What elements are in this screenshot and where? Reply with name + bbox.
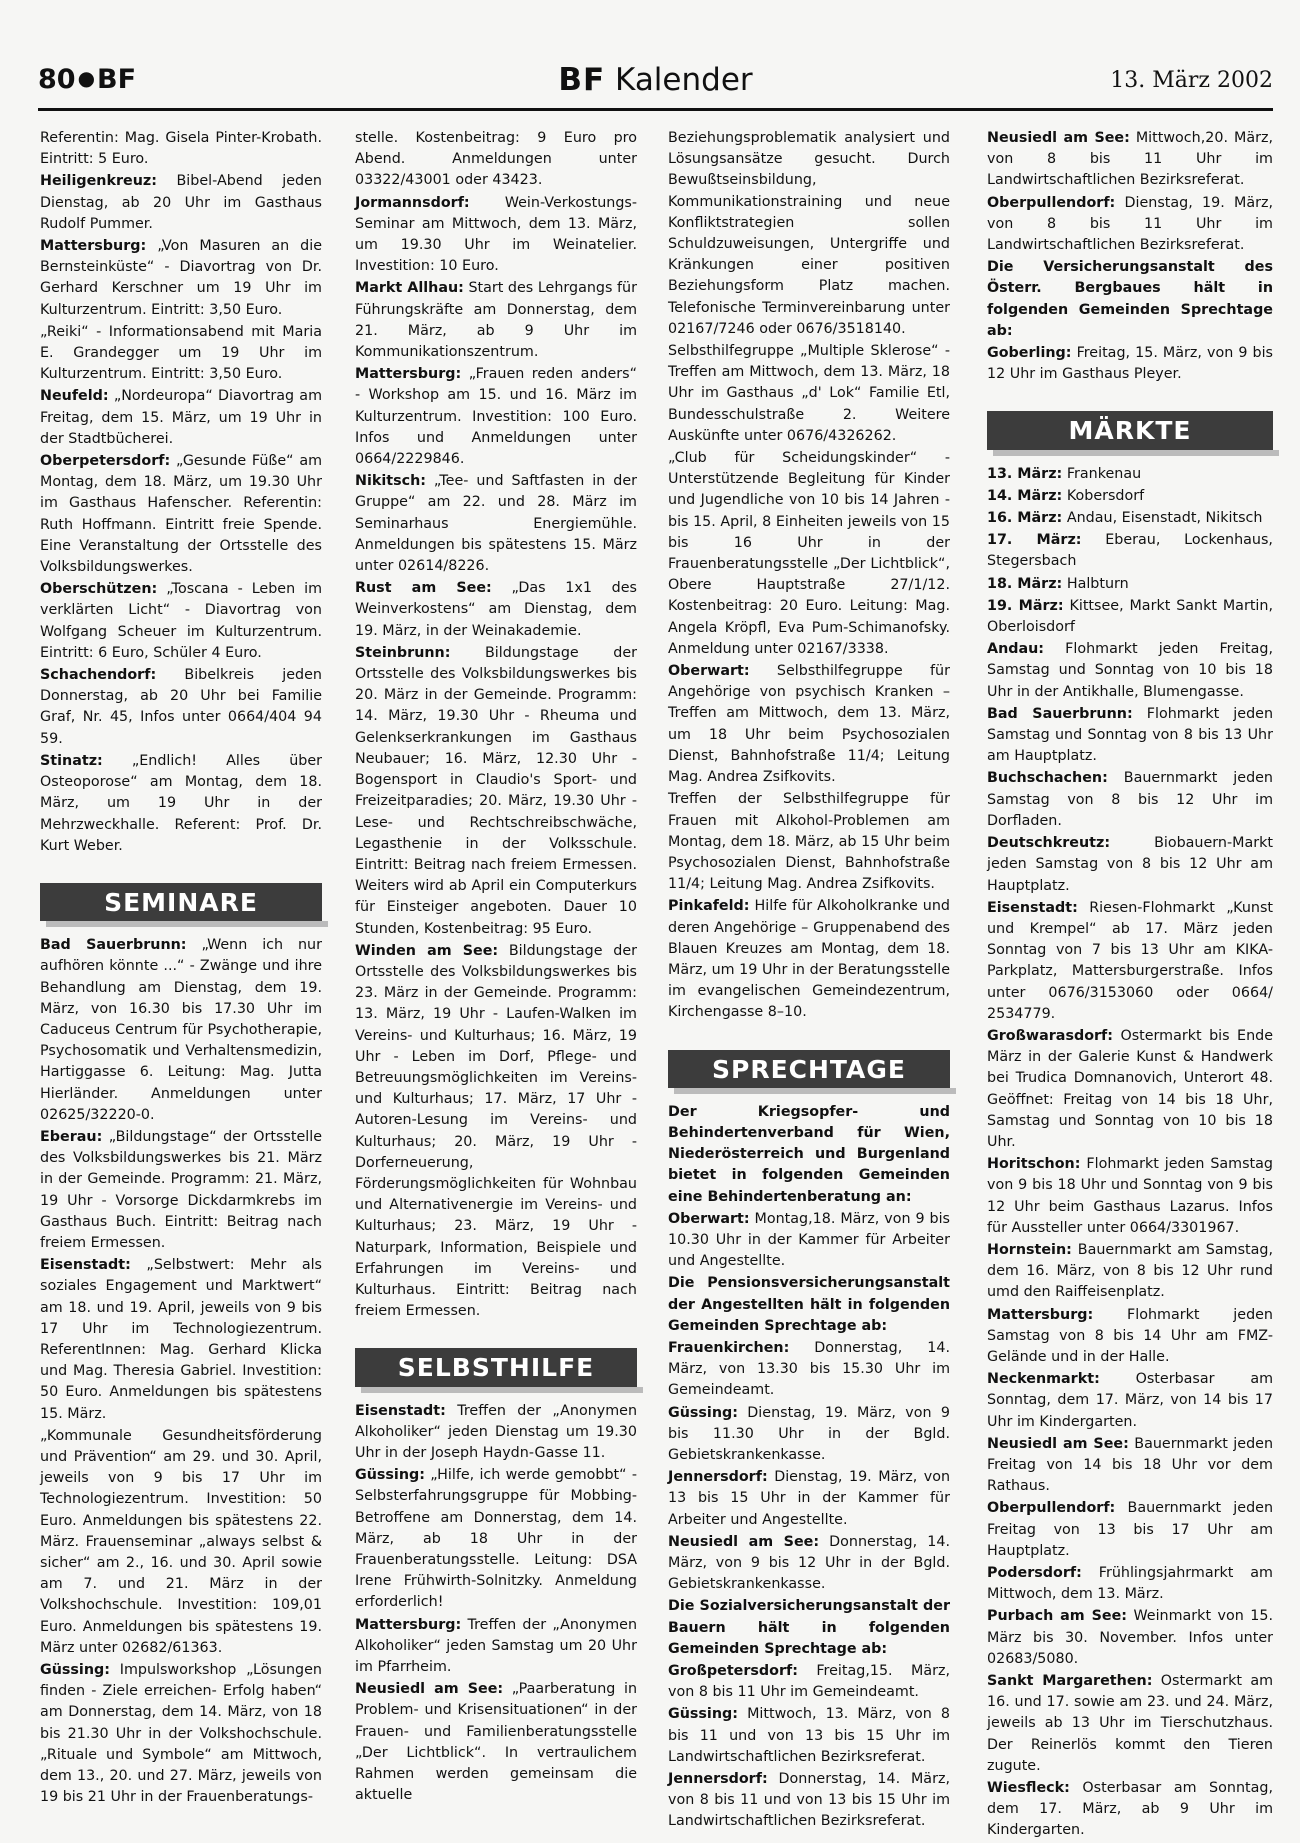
entry-text: Mittwoch, 13. März, von 8 bis 11 und von 13 bis 15 Uhr im Landwirtschaftlichen Bezirksreferat.: [668, 1706, 951, 1765]
entry-text: Flohmarkt jeden Samstag und Sonntag von 8 bis 13 Uhr am Hauptplatz.: [987, 705, 1274, 765]
calendar-entry: [987, 1563, 1273, 1605]
calendar-entry: [987, 1778, 1273, 1842]
calendar-entry: [668, 896, 950, 1023]
entry-text: Frühlingsjahrmarkt am Mittwoch, dem 13. März.: [987, 1565, 1273, 1603]
calendar-entry: [987, 1671, 1273, 1777]
title-bold: BF: [558, 62, 606, 98]
calendar-entry: [668, 1209, 950, 1273]
section-heading-seminare: SEMINARE: [40, 883, 322, 921]
entry-text: Bibel-Abend jeden Dienstag, ab 20 Uhr im Gasthaus Rudolf Pummer.: [40, 173, 322, 232]
entry-text: Eberau, Lockenhaus, Stegersbach: [987, 532, 1273, 570]
entry-place: Großpetersdorf:: [668, 1663, 798, 1680]
entry-text: „Endlich! Alles über Osteoporose“ am Montag, dem 18. März, um 19 Uhr in der Mehrzweckhalle. Referent: Prof. Dr. Kurt Weber.: [40, 752, 323, 854]
entry-list: [668, 1102, 950, 1833]
entry-place: Güssing:: [355, 1467, 425, 1484]
entry-list: [40, 128, 322, 857]
calendar-entry: [987, 1606, 1273, 1670]
page-title: [38, 62, 1273, 98]
entry-place: Podersdorf:: [987, 1565, 1082, 1581]
entry-place: Horitschon:: [987, 1156, 1081, 1173]
entry-text: „Tee- und Saftfasten in der Gruppe“ am 22. und 28. März im Seminarhaus Energiemühle. Anmeldungen bis spätestens 15. März unter 02614/8226.: [355, 473, 637, 575]
entry-text: Kobersdorf: [1066, 487, 1145, 504]
entry-place: Neckenmarkt:: [987, 1371, 1100, 1388]
entry-text: Selbsthilfegruppe für Angehörige von psychisch Kranken – Treffen am Mittwoch, dem 13. März, um 18 Uhr beim Psychosozialen Dienst, Bahnhofstraße 11/4; Leitung Mag. Andrea Zsifkovits.: [668, 663, 950, 786]
calendar-entry: [987, 530, 1273, 572]
entry-place: Neufeld:: [40, 388, 109, 405]
entry-text: Treffen der „Anonymen Alkoholiker“ jeden Samstag um 20 Uhr im Pfarrheim.: [355, 1616, 638, 1676]
entry-text: Dienstag, 19. März, von 9 bis 11.30 Uhr in der Bgld. Gebietskrankenkasse.: [668, 1404, 950, 1463]
column-4: [987, 128, 1273, 1843]
calendar-entry: [987, 193, 1273, 257]
entry-text: Dienstag, 19. März, von 13 bis 15 Uhr in der Kammer für Arbeiter und Angestellte.: [668, 1469, 951, 1528]
entry-place: Oberwart:: [668, 1210, 750, 1227]
calendar-entry: [668, 1661, 950, 1703]
calendar-entry: [668, 341, 950, 447]
entry-text: Bauernmarkt am Samstag, dem 16. März, von 8 bis 12 Uhr rund umd den Raiffeisenplatz.: [987, 1241, 1274, 1301]
calendar-entry: [40, 128, 322, 170]
column-2: [355, 128, 637, 1807]
entry-place: Bad Sauerbrunn:: [40, 937, 187, 954]
entry-text: Andau, Eisenstadt, Nikitsch: [1066, 510, 1263, 527]
calendar-entry: [987, 574, 1273, 595]
entry-place: 16. März:: [987, 510, 1063, 527]
entry-list: [355, 128, 637, 1322]
entry-place: Mattersburg:: [40, 238, 147, 255]
entry-list: [987, 128, 1273, 385]
entry-text: Osterbasar am Sonntag, dem 17. März, ab 9 Uhr im Kindergarten.: [987, 1780, 1273, 1839]
calendar-entry: [987, 464, 1273, 485]
entry-place: Bad Sauerbrunn:: [987, 705, 1133, 722]
entry-place: Steinbrunn:: [355, 644, 451, 661]
entry-text: „Von Masuren an die Bernsteinküste“ - Diavortrag von Dr. Gerhard Kerschner um 19 Uhr im Kulturzentrum. Eintritt: 3,50 Euro.: [40, 238, 323, 318]
calendar-entry: [668, 448, 950, 660]
page-header: [38, 62, 1273, 111]
entry-text: Bildungstage der Ortsstelle des Volksbildungswerkes bis 23. März in der Gemeinde. Programm: 13. März, 19 Uhr - Laufen-Walken im Vereins- und Kulturhaus; 16. März, 19 Uhr - Leben im Dorf, Pflege- und Betreuungsmöglichkeiten im Vereins- und Kulturhaus; 17. März, 17 Uhr - Autoren-Lesung im Vereins- und Kulturhaus; 20. März, 19 Uhr - Dorferneuerung, Förderungsmöglichkeiten für Wohnbau und Alternativenergie im Vereins- und Kulturhaus; 23. März, 19 Uhr - Naturpark, Information, Beispiele und Erfahrungen im Vereins- und Kulturhaus. Eintritt: Beitrag nach freiem Ermessen.: [355, 942, 637, 1320]
entry-text: „Selbstwert: Mehr als soziales Engagement und Marktwert“ am 18. und 19. April, jeweils von 9 bis 17 Uhr im Technologiezentrum. ReferentInnen: Mag. Gerhard Klicka und Mag. Theresia Gabriel. Investition: 50 Euro. Anmeldungen bis spätestens 15. März.: [40, 1257, 322, 1422]
calendar-entry: [355, 364, 637, 470]
calendar-entry: [668, 1467, 950, 1531]
entry-text: Impulsworkshop „Lösungen finden - Ziele erreichen- Erfolg haben“ am Donnerstag, dem 14. März, von 18 bis 21.30 Uhr in der Volkshochschule. „Rituale und Symbole“ am Mittwoch, dem 13., 20. und 27. März, jeweils von 19 bis 21 Uhr in der Frauenberatungs-: [40, 1662, 322, 1806]
calendar-entry: [40, 751, 322, 857]
entry-place: Sankt Margarethen:: [987, 1673, 1153, 1690]
calendar-entry: [987, 1498, 1273, 1562]
entry-list: [40, 935, 322, 1808]
bullet-icon: ●: [77, 66, 96, 90]
calendar-entry: [987, 833, 1273, 897]
calendar-entry: [355, 1401, 637, 1465]
calendar-entry: [355, 1679, 637, 1806]
calendar-entry: [355, 1465, 637, 1613]
entry-text: „Wenn ich nur aufhören könnte ...“ - Zwänge und ihre Behandlung am Dienstag, dem 19. März, von 16.30 bis 17.30 Uhr im Caduceus Centrum für Psychotherapie, Psychosomatik und Verhaltensmedizin, Hartiggasse 6. Leitung: Mag. Jutta Hierländer. Anmeldungen unter 02625/32220-0.: [40, 937, 322, 1123]
entry-text: „Das 1x1 des Weinverkostens“ am Dienstag, dem 19. März, in der Weinakademie.: [355, 580, 637, 639]
calendar-entry: [355, 471, 637, 577]
calendar-entry: [668, 1102, 950, 1208]
section-short: BF: [97, 64, 137, 95]
entry-text: Mittwoch,20. März, von 8 bis 11 Uhr im Landwirtschaftlichen Bezirksreferat.: [987, 130, 1274, 189]
entry-text: Referentin: Mag. Gisela Pinter-Krobath. Eintritt: 5 Euro.: [40, 130, 322, 168]
entry-place: Rust am See:: [355, 580, 492, 597]
entry-bold-text: Die Pensionsversicherungsanstalt der Angestellten hält in folgenden Gemeinden Sprechtage ab:: [668, 1275, 950, 1334]
entry-text: Flohmarkt jeden Samstag von 8 bis 14 Uhr am FMZ-Gelände und in der Halle.: [987, 1306, 1273, 1365]
entry-text: Donnerstag, 14. März, von 8 bis 11 und von 13 bis 15 Uhr im Landwirtschaftlichen Bezirksreferat.: [668, 1771, 950, 1830]
entry-place: Hornstein:: [987, 1241, 1072, 1258]
entry-text: Kittsee, Markt Sankt Martin, Oberloisdorf: [987, 597, 1274, 636]
calendar-entry: [987, 257, 1273, 342]
entry-place: Neusiedl am See:: [355, 1681, 504, 1698]
calendar-entry: [668, 1596, 950, 1660]
entry-bold-text: Der Kriegsopfer- und Behindertenverband für Wien, Niederösterreich und Burgenland bietet in folgenden Gemeinden eine Behindertenberatung an:: [668, 1103, 950, 1205]
entry-place: Güssing:: [668, 1404, 738, 1421]
entry-place: Mattersburg:: [355, 1616, 462, 1633]
entry-text: Riesen-Flohmarkt „Kunst und Krempel“ ab 17. März jeden Sonntag von 7 bis 13 Uhr am KIKA-Parkplatz, Mattersburgerstraße. Infos unter 0676/3153060 oder 0664/ 2534779.: [987, 899, 1274, 1022]
entry-place: Heiligenkreuz:: [40, 173, 157, 190]
calendar-entry: [987, 1434, 1273, 1498]
calendar-entry: [40, 665, 322, 750]
entry-text: Wein-Verkostungs-Seminar am Mittwoch, dem 13. März, um 19.30 Uhr im Weinatelier. Investition: 10 Euro.: [355, 194, 637, 275]
calendar-entry: [355, 941, 637, 1323]
entry-place: Oberpullendorf:: [987, 194, 1116, 211]
calendar-entry: [668, 1769, 950, 1833]
entry-text: Ostermarkt am 16. und 17. sowie am 23. und 24. März, jeweils ab 13 Uhr im Tierschutzhaus. Der Reinerlös kommt den Tieren zugute.: [987, 1673, 1274, 1774]
calendar-entry: [40, 1426, 322, 1659]
calendar-entry: [355, 193, 637, 278]
calendar-entry: [987, 768, 1273, 832]
entry-text: Hilfe für Alkoholkranke und deren Angehörige – Gruppenabend des Blauen Kreuzes am Montag, dem 18. März, um 19 Uhr in der Beratungsstelle im evangelischen Gemeindezentrum, Kirchengasse 8–10.: [668, 898, 950, 1021]
entry-list: [668, 128, 950, 1024]
entry-text: „Toscana - Leben im verklärten Licht“ - Diavortrag von Wolfgang Scheuer im Kulturzentrum. Eintritt: 6 Euro, Schüler 4 Euro.: [40, 581, 323, 661]
entry-place: Eisenstadt:: [987, 899, 1078, 916]
entry-bold-text: Die Versicherungsanstalt des Österr. Bergbaues hält in folgenden Gemeinden Sprechtage ab:: [987, 259, 1273, 339]
entry-text: stelle. Kostenbeitrag: 9 Euro pro Abend. Anmeldungen unter 03322/43001 oder 43423.: [355, 130, 637, 189]
column-3: [668, 128, 950, 1834]
entry-place: Neusiedl am See:: [987, 1435, 1129, 1452]
calendar-entry: [668, 1403, 950, 1467]
entry-place: Nikitsch:: [355, 473, 426, 490]
entry-place: 18. März:: [987, 575, 1063, 592]
entry-place: 13. März:: [987, 465, 1063, 482]
entry-text: Ostermarkt bis Ende März in der Galerie Kunst & Handwerk bei Trudica Domnanovich, Unterort 48. Geöffnet: Freitag von 14 bis 18 Uhr, Samstag und Sonntag von 10 bis 18 Uhr.: [987, 1027, 1273, 1150]
entry-text: Donnerstag, 14. März, von 9 bis 12 Uhr in der Bgld. Gebietskrankenkasse.: [668, 1533, 950, 1593]
entry-place: Oberpullendorf:: [987, 1500, 1116, 1517]
entry-text: „Reiki“ - Informationsabend mit Maria E. Grandegger um 19 Uhr im Kulturzentrum. Eintritt: 3,50 Euro.: [40, 323, 322, 383]
calendar-entry: [668, 1532, 950, 1596]
entry-text: Bildungstage der Ortsstelle des Volksbildungswerkes bis 20. März in der Gemeinde. Programm: 14. März, 19.30 Uhr - Rheuma und Gelenkserkrankungen im Gasthaus Neubauer; 16. März, 12.30 Uhr - Bogensport in Claudio's Sport- und Freizeitparadies; 20. März, 19.30 Uhr - Lese- und Rechtschreibschwäche, Legasthenie in der Volksschule. Eintritt: Beitrag nach freiem Ermessen. Weiters wird ab April ein Computerkurs für Einsteiger angeboten. Dauer 10 Stunden, Kostenbeitrag: 95 Euro.: [355, 644, 637, 937]
calendar-entry: [40, 236, 322, 321]
calendar-entry: [987, 1305, 1273, 1369]
entry-text: Start des Lehrgangs für Führungskräfte am Donnerstag, dem 21. März, ab 9 Uhr im Kommunikationszentrum.: [355, 280, 637, 361]
calendar-entry: [668, 1273, 950, 1337]
entry-place: Purbach am See:: [987, 1608, 1127, 1625]
calendar-entry: [355, 278, 637, 363]
section-heading-sprechtage: SPRECHTAGE: [668, 1050, 950, 1088]
entry-place: 17. März:: [987, 532, 1082, 549]
entry-text: „Hilfe, ich werde gemobbt“ - Selbsterfahrungsgruppe für Mobbing-Betroffene am Donnerstag, dem 14. März, ab 18 Uhr in der Frauenberatungsstelle. Leitung: DSA Irene Frühwirth-Solnitzky. Anmeldung erforderlich!: [355, 1467, 637, 1611]
calendar-entry: [987, 508, 1273, 529]
entry-text: Freitag,15. März, von 8 bis 11 Uhr im Gemeindeamt.: [668, 1663, 951, 1701]
entry-text: Bibelkreis jeden Donnerstag, ab 20 Uhr bei Familie Graf, Nr. 45, Infos unter 0664/404 94 59.: [40, 667, 322, 747]
entry-place: Deutschkreutz:: [987, 835, 1111, 852]
entry-place: Jennersdorf:: [668, 1771, 768, 1788]
entry-place: Neusiedl am See:: [668, 1533, 820, 1550]
calendar-entry: [987, 128, 1273, 192]
entry-place: Schachendorf:: [40, 667, 157, 684]
calendar-entry: [40, 1255, 322, 1425]
entry-place: Stinatz:: [40, 752, 103, 769]
entry-place: Neusiedl am See:: [987, 130, 1130, 146]
entry-place: Mattersburg:: [355, 366, 462, 383]
calendar-entry: [40, 171, 322, 235]
entry-text: Biobauern-Markt jeden Samstag von 8 bis 12 Uhr am Hauptplatz.: [987, 835, 1273, 894]
calendar-entry: [668, 1338, 950, 1402]
title-rest: Kalender: [615, 62, 753, 98]
entry-text: „Gesunde Füße“ am Montag, dem 18. März, um 19.30 Uhr im Gasthaus Hafenscher. Referentin: Ruth Hoffmann. Eintritt freie Spende. Eine Veranstaltung der Ortsstelle des Volksbildungswerkes.: [40, 453, 323, 576]
issue-date: 13. März 2002: [1110, 68, 1273, 93]
entry-text: Bauernmarkt jeden Samstag von 8 bis 12 Uhr im Dorfladen.: [987, 770, 1273, 829]
entry-place: 14. März:: [987, 487, 1063, 504]
entry-text: „Kommunale Gesundheitsförderung und Prävention“ am 29. und 30. April, jeweils von 9 bis 17 Uhr im Technologiezentrum. Investition: 50 Euro. Anmeldungen bis spätestens 22. März. Frauenseminar „always selbst & sicher“ am 2., 16. und 30. April sowie am 7. und 21. März in der Volkshochschule. Investition: 109,01 Euro. Anmeldungen bis spätestens 19. März unter 02682/61363.: [40, 1427, 322, 1656]
entry-text: Treffen der „Anonymen Alkoholiker“ jeden Dienstag um 19.30 Uhr in der Joseph Haydn-Gasse 11.: [355, 1402, 638, 1461]
calendar-entry: [668, 1704, 950, 1768]
entry-text: „Frauen reden anders“ - Workshop am 15. und 16. März im Kulturzentrum. Investition: 100 Euro. Infos und Anmeldungen unter 0664/2229846.: [355, 366, 638, 468]
entry-place: 19. März:: [987, 597, 1064, 614]
entry-text: Frankenau: [1066, 465, 1142, 482]
calendar-entry: [355, 1615, 637, 1679]
calendar-entry: [987, 898, 1273, 1025]
entry-text: Weinmarkt von 15. März bis 30. November. Infos unter 02683/5080.: [987, 1608, 1273, 1667]
entry-text: Treffen der Selbsthilfegruppe für Frauen mit Alkohol-Problemen am Montag, dem 18. März, ab 15 Uhr beim Psychosozialen Dienst, Bahnhofstraße 11/4; Leitung Mag. Andrea Zsifkovits.: [668, 791, 950, 893]
entry-place: Eberau:: [40, 1128, 103, 1145]
entry-text: Bauernmarkt jeden Freitag von 14 bis 18 Uhr vor dem Rathaus.: [987, 1435, 1274, 1495]
calendar-entry: [355, 578, 637, 642]
entry-place: Markt Allhau:: [355, 280, 464, 297]
calendar-entry: [987, 343, 1273, 385]
entry-place: Oberpetersdorf:: [40, 453, 171, 470]
entry-text: „Club für Scheidungskinder“ - Unterstützende Begleitung für Kinder und Jugendliche von 10 bis 14 Jahren - bis 15. April, 8 Einheiten jeweils von 15 bis 16 Uhr in der Frauenberatungsstelle „Der Lichtblick“, Obere Hauptstraße 27/1/12. Kostenbeitrag: 20 Euro. Leitung: Mag. Angela Kröpfl, Eva Pum-Schimanofsky. Anmeldung unter 02167/3338.: [668, 450, 950, 657]
entry-place: Pinkafeld:: [668, 898, 750, 915]
entry-text: Freitag, 15. März, von 9 bis 12 Uhr im Gasthaus Pleyer.: [987, 345, 1273, 383]
entry-text: Flohmarkt jeden Samstag von 9 bis 18 Uhr und Sonntag von 9 bis 12 Uhr beim Gasthaus Lazarus. Infos für Aussteller unter 0664/3301967.: [987, 1156, 1273, 1236]
entry-place: Andau:: [987, 641, 1045, 658]
entry-list: [987, 464, 1273, 1842]
calendar-entry: [987, 1026, 1273, 1153]
entry-place: Jennersdorf:: [668, 1469, 768, 1486]
entry-text: Selbsthilfegruppe „Multiple Sklerose“ - Treffen am Mittwoch, dem 13. März, 18 Uhr im Gasthaus „d' Lok“ Familie Etl, Bundesschulstraße 2. Weitere Auskünfte unter 0676/4326262.: [668, 343, 950, 444]
entry-place: Wiesfleck:: [987, 1780, 1070, 1797]
entry-text: Flohmarkt jeden Freitag, Samstag und Sonntag von 10 bis 18 Uhr in der Antikhalle, Blumengasse.: [987, 641, 1274, 700]
calendar-entry: [40, 935, 322, 1126]
entry-place: Goberling:: [987, 345, 1072, 362]
entry-place: Buchschachen:: [987, 770, 1108, 787]
calendar-entry: [987, 1154, 1273, 1239]
section-heading-selbsthilfe: SELBSTHILFE: [355, 1348, 637, 1386]
calendar-entry: [987, 596, 1273, 638]
entry-text: Montag,18. März, von 9 bis 10.30 Uhr in der Kammer für Arbeiter und Angestellte.: [668, 1210, 950, 1270]
calendar-entry: [987, 1369, 1273, 1433]
calendar-entry: [40, 1660, 322, 1808]
section-heading-maerkte: MÄRKTE: [987, 411, 1273, 449]
entry-text: „Nordeuropa“ Diavortrag am Freitag, dem 15. März, um 19 Uhr in der Stadtbücherei.: [40, 388, 323, 447]
calendar-entry: [40, 322, 322, 386]
calendar-entry: [668, 661, 950, 788]
entry-bold-text: Die Sozialversicherungsanstalt der Bauern hält in folgenden Gemeinden Sprechtage ab:: [668, 1598, 950, 1657]
entry-text: „Bildungstage“ der Ortsstelle des Volksbildungswerkes bis 21. März in der Gemeinde. Programm: 21. März, 19 Uhr - Vorsorge Dickdarmkrebs im Gasthaus Buch. Eintritt: Beitrag nach freiem Ermessen.: [40, 1128, 322, 1251]
page-number-value: 80: [38, 64, 76, 95]
entry-text: Bauernmarkt jeden Freitag von 13 bis 17 Uhr am Hauptplatz.: [987, 1500, 1274, 1559]
entry-place: Oberwart:: [668, 663, 750, 680]
calendar-entry: [987, 704, 1273, 768]
entry-text: „Paarberatung in Problem- und Krisensituationen“ in der Frauen- und Familienberatungsstelle „Der Lichtblick“. In vertraulichem Rahmen werden gemeinsam die aktuelle: [355, 1681, 638, 1804]
entry-place: Oberschützen:: [40, 581, 158, 598]
entry-text: Dienstag, 19. März, von 8 bis 11 Uhr im Landwirtschaftlichen Bezirksreferat.: [987, 194, 1274, 254]
calendar-entry: [40, 1127, 322, 1254]
calendar-entry: [987, 639, 1273, 703]
calendar-entry: [355, 128, 637, 192]
entry-place: Mattersburg:: [987, 1306, 1094, 1323]
entry-list: [355, 1401, 637, 1807]
calendar-entry: [668, 789, 950, 895]
entry-place: Eisenstadt:: [355, 1402, 446, 1419]
entry-text: Beziehungsproblematik analysiert und Lösungsansätze gesucht. Durch Bewußtseinsbildung, Kommunikationstraining und neue Konfliktstrategien sollen Schuldzuweisungen, Untergriffe und Kränkungen einer positiven Beziehungsform Platz machen. Telefonische Terminvereinbarung unter 02167/7246 oder 0676/3518140.: [668, 130, 950, 337]
calendar-entry: [40, 579, 322, 664]
calendar-entry: [355, 643, 637, 940]
calendar-entry: [987, 1240, 1273, 1304]
entry-place: Jormannsdorf:: [355, 194, 470, 211]
entry-place: Eisenstadt:: [40, 1257, 131, 1274]
entry-text: Donnerstag, 14. März, von 13.30 bis 15.30 Uhr im Gemeindeamt.: [668, 1339, 950, 1399]
calendar-entry: [40, 386, 322, 450]
entry-place: Frauenkirchen:: [668, 1339, 790, 1356]
calendar-entry: [987, 486, 1273, 507]
calendar-entry: [668, 128, 950, 340]
entry-place: Winden am See:: [355, 942, 499, 959]
entry-place: Güssing:: [40, 1662, 110, 1679]
column-1: [40, 128, 322, 1809]
entry-text: Halbturn: [1066, 575, 1129, 592]
entry-text: Osterbasar am Sonntag, dem 17. März, von 14 bis 17 Uhr im Kindergarten.: [987, 1371, 1274, 1430]
calendar-entry: [40, 451, 322, 578]
entry-place: Großwarasdorf:: [987, 1027, 1113, 1044]
entry-place: Güssing:: [668, 1706, 738, 1723]
